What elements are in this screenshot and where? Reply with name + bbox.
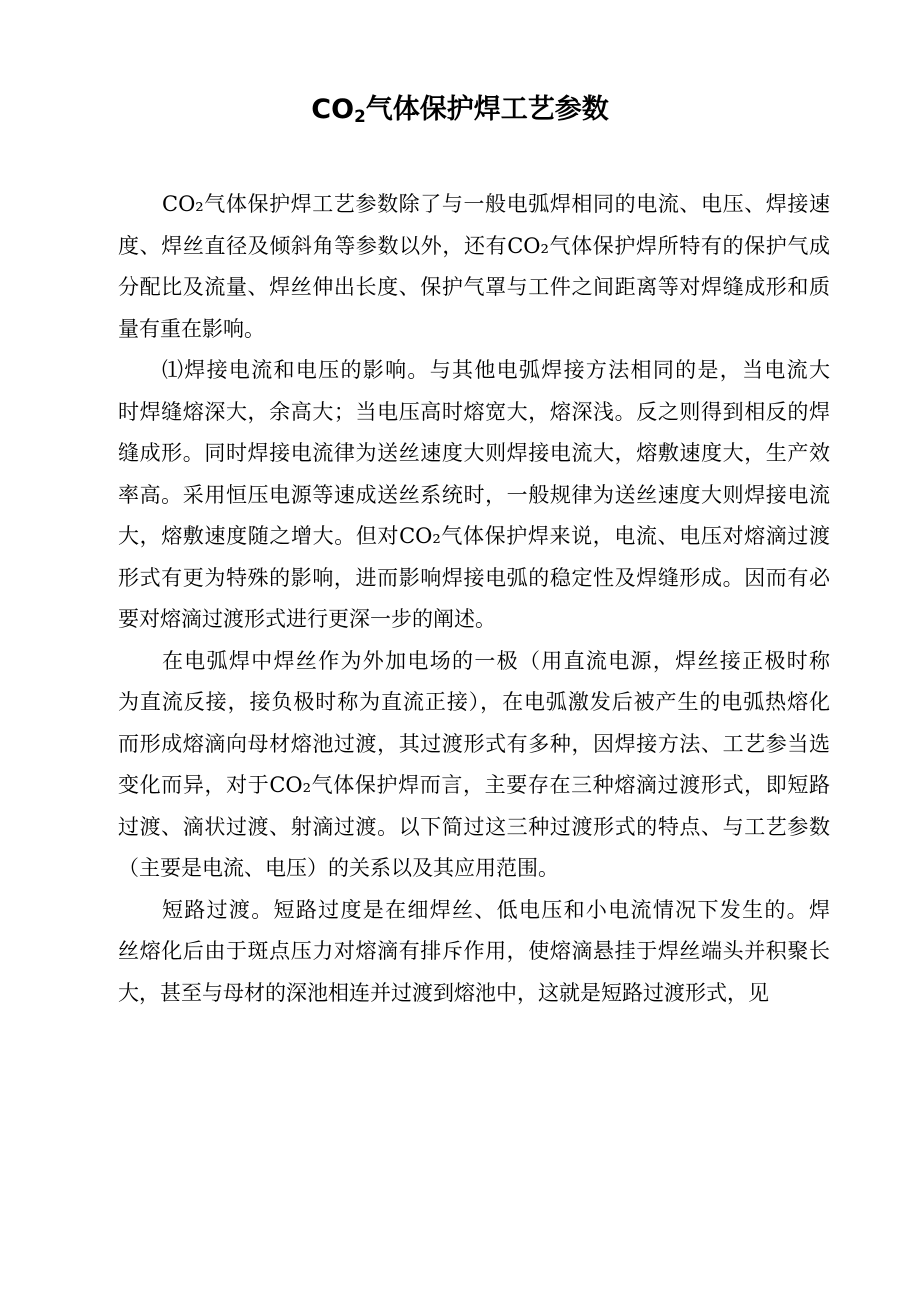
text-line: 形式有更为特殊的影响，进而影响焊接电弧的稳定性及焊缝形成。因而有必 <box>118 565 830 590</box>
text-line: 大，甚至与母材的深池相连并过渡到熔池中，这就是短路过渡形式，见 <box>118 980 769 1005</box>
text-line: 时焊缝熔深大，余高大；当电压高时熔宽大，熔深浅。反之则得到相反的焊 <box>118 399 830 424</box>
title-subscript: 2 <box>354 106 366 127</box>
text-line: 变化而异，对于CO₂气体保护焊而言，主要存在三种熔滴过渡形式，即短路 <box>118 773 830 797</box>
body-text <box>118 184 830 1014</box>
text-line: 过渡、滴状过渡、射滴过渡。以下简过这三种过渡形式的特点、与工艺参数 <box>118 814 830 839</box>
text-line: 分配比及流量、焊丝伸出长度、保护气罩与工件之间距离等对焊缝成形和质 <box>118 275 830 299</box>
text-line: 度、焊丝直径及倾斜角等参数以外，还有CO₂气体保护焊所特有的保护气成 <box>118 233 830 258</box>
title-prefix: CO <box>311 94 355 125</box>
text-line: 量有重在影响。 <box>118 316 265 341</box>
text-line: 率高。采用恒压电源等速成送丝系统时，一般规律为送丝速度大则焊接电流 <box>118 482 830 507</box>
text-line: 短路过渡。短路过度是在细焊丝、低电压和小电流情况下发生的。焊 <box>162 897 830 922</box>
text-line: 丝熔化后由于斑点压力对熔滴有排斥作用，使熔滴悬挂于焊丝端头并积聚长 <box>118 939 830 963</box>
text-line: CO₂气体保护焊工艺参数除了与一般电弧焊相同的电流、电压、焊接速 <box>162 192 830 216</box>
title-rest: 气体保护焊工艺参数 <box>365 94 609 125</box>
text-line: 在电弧焊中焊丝作为外加电场的一极（用直流电源，焊丝接正极时称 <box>162 648 830 673</box>
page-title <box>0 90 920 130</box>
text-line: 而形成熔滴向母材熔池过渡，其过渡形式有多种，因焊接方法、工艺参当选 <box>118 731 830 756</box>
text-line: 大，熔敷速度随之增大。但对CO₂气体保护焊来说，电流、电压对熔滴过渡 <box>118 524 830 548</box>
text-line: （主要是电流、电压）的关系以及其应用范围。 <box>118 856 559 880</box>
text-line: 为直流反接，接负极时称为直流正接），在电弧激发后被产生的电弧热熔化 <box>118 690 830 714</box>
text-line: 缝成形。同时焊接电流律为送丝速度大则焊接电流大，熔敷速度大，生产效 <box>118 441 830 465</box>
text-line: 要对熔滴过渡形式进行更深一步的阐述。 <box>118 607 496 631</box>
text-line: ⑴焊接电流和电压的影响。与其他电弧焊接方法相同的是，当电流大 <box>162 358 830 382</box>
